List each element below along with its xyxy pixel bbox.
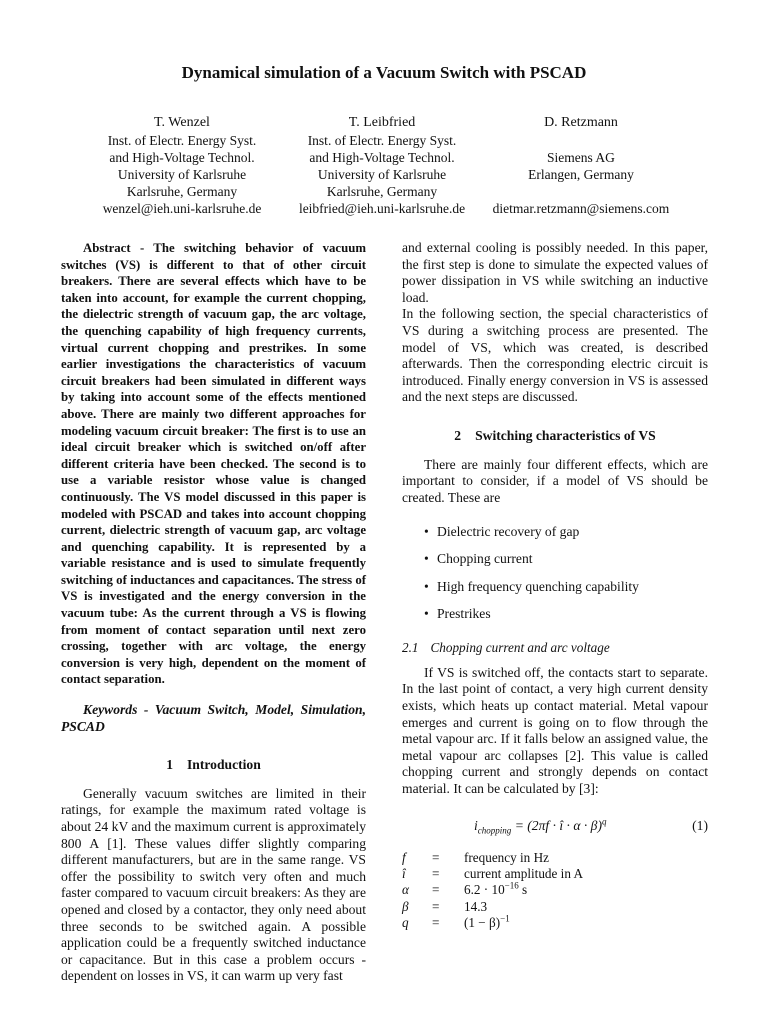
author-affiliation: Erlangen, Germany	[528, 167, 634, 182]
switching-characteristics-paragraph: There are mainly four different effects, which are important to consider, if a model of VS should be created. These are	[402, 456, 708, 505]
chopping-current-paragraph: If VS is switched off, the contacts start to separate. In the last point of contact, a very high current density exists, which heats up contact material. Metal vapour emerges and current is going on to flow through the metal vapour arc. If it falls below an assigned value, the metal vapour arc collapses [2]. This value is called chopping current and strongly depends on contact material. It can be calculated by [3]:	[402, 664, 708, 796]
author-email: dietmar.retzmann@siemens.com	[492, 201, 670, 216]
author-email: wenzel@ieh.uni-karlsruhe.de	[102, 201, 262, 216]
author-affiliation: and High-Voltage Technol.	[109, 150, 255, 165]
author-affiliation: Inst. of Electr. Energy Syst.	[107, 133, 257, 148]
table-row: β = 14.3	[402, 898, 488, 914]
author-name: D. Retzmann	[544, 115, 618, 130]
bullet-icon: •	[424, 605, 429, 621]
equation-chopping-current	[402, 818, 708, 840]
keywords: Keywords - Vacuum Switch, Model, Simulation, PSCAD	[61, 702, 366, 734]
author-affiliation: University of Karlsruhe	[317, 167, 447, 182]
right-column	[402, 240, 708, 932]
author-name: T. Wenzel	[154, 115, 210, 130]
author-affiliation	[466, 132, 696, 149]
introduction-paragraph: Generally vacuum switches are limited in their ratings, for example the maximum rated voltage is about 24 kV and the maximum current is approximately 800 A [1]. These values differ slightly comparing different manufacturers, but are in the same range. VS offer the possibility to switch very often and much faster compared to vacuum circuit breakers: As they are opened and closed by a contactor, they only need about three seconds to be switched again. A possible application could be a frequently switched inductance or capacitance. But in this case a problem occurs - dependent on losses in VS, it can warm up very fast	[61, 785, 366, 984]
bullet-icon: •	[424, 524, 429, 540]
table-row: q = $(1 - \beta)^{-1}$	[402, 913, 510, 931]
equation-number: (1)	[692, 817, 708, 833]
section-title: Introduction	[187, 757, 261, 773]
list-item: • High frequency quenching capability	[424, 578, 639, 594]
author-affiliation: Karlsruhe, Germany	[126, 184, 238, 199]
subsection-number: 2.1	[402, 640, 419, 656]
author-affiliation: Inst. of Electr. Energy Syst.	[307, 133, 457, 148]
bullet-icon: •	[424, 551, 429, 567]
table-row: α = $6.2 \cdot 10^{-16}$ s	[402, 880, 528, 898]
subsection-title: Chopping current and arc voltage	[430, 640, 610, 656]
table-row: f = frequency in Hz	[402, 849, 549, 865]
equation-expression: $i_{chopping} = (2\pi f$ · î · α · β)$^q$	[474, 816, 607, 836]
list-item: • Dielectric recovery of gap	[424, 524, 580, 540]
section-number: 2	[454, 427, 462, 443]
author-block-retzmann	[466, 114, 696, 217]
author-affiliation: University of Karlsruhe	[117, 167, 247, 182]
list-item: • Chopping current	[424, 551, 533, 567]
author-block-wenzel	[67, 114, 297, 217]
introduction-continued-paragraph: and external cooling is possibly needed. In this paper, the first step is done to simulate the expected values of power dissipation in VS while switching an inductive load.	[402, 240, 708, 305]
effects-list	[402, 524, 708, 622]
section-title: Switching characteristics of VS	[475, 427, 656, 443]
author-block-leibfried	[267, 114, 497, 217]
section-heading-switching-characteristics	[402, 428, 708, 445]
author-affiliation: Siemens AG	[547, 150, 615, 165]
table-row: î = current amplitude in A	[402, 865, 584, 881]
author-affiliation	[466, 183, 696, 200]
subsection-heading-chopping-current	[402, 640, 708, 657]
section-number: 1	[166, 757, 173, 773]
paper-title: Dynamical simulation of a Vacuum Switch with PSCAD	[181, 63, 587, 82]
left-column	[61, 240, 366, 985]
author-affiliation: Karlsruhe, Germany	[326, 184, 438, 199]
introduction-outline-paragraph: In the following section, the special characteristics of VS during a switching process are presented. The model of VS, which was created, is described afterwards. Then the corresponding electric circuit is introduced. Finally energy conversion in VS is assessed and the next steps are discussed.	[402, 306, 708, 405]
abstract: Abstract - The switching behavior of vacuum switches (VS) is different to that of other circuit breakers. There are several effects which have to be taken into account, for example the current chopping, the dielectric strength of vacuum gap, the arc voltage, the quenching capability of high frequency currents, virtual current chopping and prestrikes. In some earlier investigations the characteristics of vacuum circuit breakers had been simulated in different ways by taking into account some of the effects mentioned above. There are mainly two different approaches for modeling vacuum circuit breaker: The first is to use an ideal circuit breaker which is switched on/off after different criteria have been checked. The second is to use a variable resistor whose value is changed continuously. The VS model discussed in this paper is modeled with PSCAD and takes into account chopping current, dielectric strength of vacuum gap, arc voltage and quenching capability. It is represented by a variable resistance and is used to simulate frequently switching of inductances and capacitances. The stress of VS is investigated and the energy conversion in the vacuum tube: As the current through a VS is flowing from moment of contact separation until next zero crossing, together with arc voltage, the energy conversion is very high, dependent on the moment of contact separation.	[61, 241, 366, 687]
list-item: • Prestrikes	[424, 605, 491, 621]
bullet-icon: •	[424, 578, 429, 594]
variable-definitions	[402, 850, 583, 932]
author-affiliation: and High-Voltage Technol.	[309, 150, 455, 165]
author-name: T. Leibfried	[348, 115, 416, 130]
author-email: leibfried@ieh.uni-karlsruhe.de	[298, 201, 466, 216]
section-heading-introduction	[61, 757, 366, 774]
